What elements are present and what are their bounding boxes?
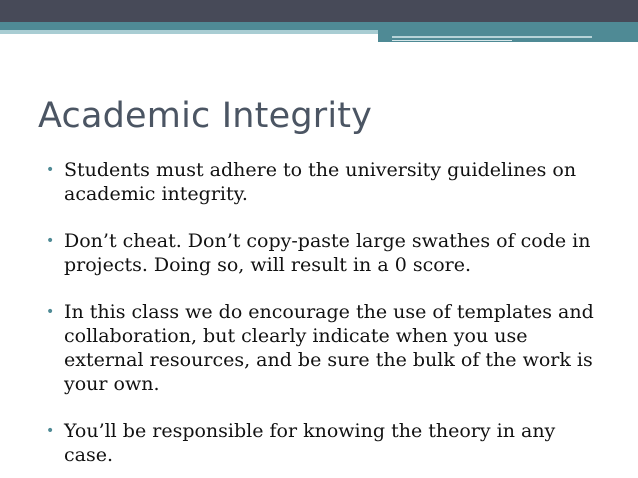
bullet-dot-icon: •	[46, 423, 55, 439]
bullet-text: Students must adhere to the university guidelines on academic integrity.	[64, 159, 577, 205]
slide-title: Academic Integrity	[38, 96, 373, 136]
header-band-teal	[0, 22, 638, 30]
bullet-item	[46, 419, 606, 467]
bullet-dot-icon: •	[46, 304, 55, 320]
header-band-light	[0, 30, 378, 34]
bullet-text: In this class we do encourage the use of templates and collaboration, but clearly indicate when you use external resources, and be sure the bulk of the work is your own.	[64, 301, 594, 395]
bullet-text: You’ll be responsible for knowing the theory in any case.	[64, 420, 556, 466]
bullet-dot-icon: •	[46, 162, 55, 178]
header-accent-line-thin	[392, 40, 512, 41]
bullet-text: Don’t cheat. Don’t copy-paste large swathes of code in projects. Doing so, will result in a 0 score.	[64, 230, 591, 276]
bullet-item	[46, 300, 606, 396]
bullet-list	[46, 158, 606, 478]
bullet-dot-icon: •	[46, 233, 55, 249]
bullet-item	[46, 158, 606, 206]
bullet-item	[46, 229, 606, 277]
header-band-dark	[0, 0, 638, 22]
header-accent-line	[392, 36, 592, 38]
